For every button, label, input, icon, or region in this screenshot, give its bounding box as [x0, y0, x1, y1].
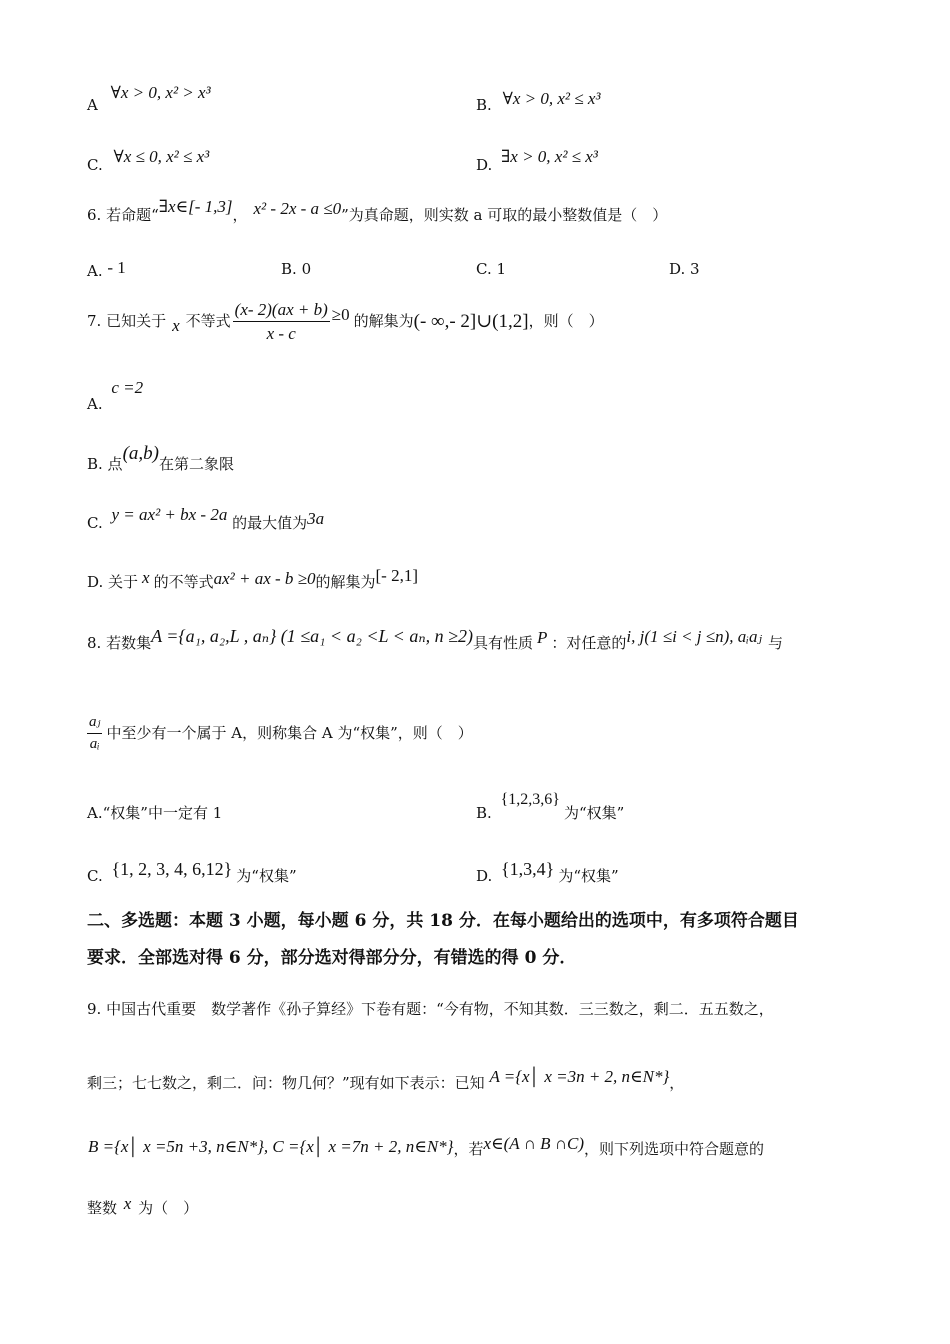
q8-option-b-label: B. [476, 804, 492, 822]
q5-option-d-label: D. [476, 156, 493, 174]
q6-math-exists: ∃x∈[- 1,3] [158, 197, 233, 216]
q5-option-d[interactable] [476, 147, 598, 174]
q9-line4 [87, 1194, 199, 1217]
q7-option-d-var: x [142, 568, 150, 587]
q5-option-a-math: ∀x > 0, x² > x³ [110, 83, 211, 102]
q7-fraction-denominator: x - c [266, 323, 296, 343]
q8-math2: i, j(1 ≤i < j ≤n), aᵢaⱼ [626, 627, 762, 646]
q8-fraction [87, 715, 102, 752]
section2-heading-line1: 二、多选题：本题 3 小题，每小题 6 分，共 18 分．在每小题给出的选项中，有多项符合题目 [87, 911, 799, 931]
q5-option-b-math: ∀x > 0, x² ≤ x³ [502, 89, 601, 108]
q6-option-a[interactable] [87, 258, 126, 280]
q6-option-d-label: D. [669, 260, 686, 278]
section2-heading-line2: 要求．全部选对得 6 分，部分选对得部分分，有错选的得 0 分． [87, 948, 577, 968]
q8-option-a-text: “权集”中一定有 1 [102, 804, 223, 822]
q8-prefix: 8. 若数集 [87, 634, 152, 652]
q7-ineq: ≥0 [331, 304, 350, 324]
q7-fraction [233, 301, 330, 342]
q9-set-bc: B ={x│ x =5n +3, n∈N*}, C ={x│ x =7n + 2, n∈N*} [88, 1137, 454, 1156]
q8-option-d[interactable] [476, 859, 619, 885]
q5-option-a-label: A [87, 96, 98, 114]
q5-option-c-math: ∀x ≤ 0, x² ≤ x³ [113, 147, 210, 166]
q7-text1: 不等式 [185, 311, 231, 330]
q7-option-c-label: C. [87, 514, 103, 532]
q7-option-a-math: c =2 [111, 378, 144, 397]
q8-fraction-denominator: aᵢ [89, 735, 100, 752]
q9-line3-text2: ，则下列选项中符合题意的 [584, 1140, 765, 1158]
q7-var-x: x [172, 315, 180, 335]
q8-option-b-text: 为“权集” [563, 804, 625, 822]
q7-option-c[interactable] [87, 505, 325, 532]
q9-condition: x∈(A ∩ B ∩C) [483, 1134, 585, 1153]
q9-var-x: x [123, 1194, 132, 1213]
q9-line3-text1: ，若 [453, 1140, 484, 1158]
q6-prefix: 6. 若命题“ [87, 206, 159, 224]
q5-option-b-label: B. [476, 96, 492, 114]
q6-suffix: ”为真命题，则实数 a 可取的最小整数值是（ ） [341, 206, 668, 224]
q7-prefix: 7. 已知关于 [87, 311, 167, 330]
q7-solution-set: (- ∞,- 2]∪(1,2] [413, 310, 529, 332]
q7-option-b-math: (a,b) [122, 443, 159, 464]
q6-comma: ， [232, 206, 248, 224]
q6-option-d-value: 3 [690, 260, 700, 278]
q6-option-a-value: - 1 [107, 258, 126, 277]
q6-option-a-label: A. [87, 262, 103, 280]
q7-option-d-label: D. 关于 [87, 573, 139, 591]
q8-option-b[interactable] [476, 791, 625, 822]
q5-option-c[interactable] [87, 147, 210, 174]
q8-text1: 具有性质 [472, 634, 533, 652]
q8-option-d-math: {1,3,4} [501, 859, 555, 879]
q8-text2: ：对任意的 [551, 634, 627, 652]
q6-math-ineq: x² - 2x - a ≤0 [253, 199, 342, 218]
q7-option-b-text: 在第二象限 [158, 455, 234, 473]
q8-option-c[interactable] [87, 859, 297, 885]
q7-option-c-text: 的最大值为 [232, 514, 308, 532]
q7-fraction-numerator: (x- 2)(ax + b) [233, 301, 330, 322]
q9-line2-end: ， [669, 1074, 685, 1092]
q6-option-c[interactable] [476, 262, 506, 277]
q7-option-d-math2: [- 2,1] [375, 566, 418, 585]
q8-text4: 中至少有一个属于 A，则称集合 A 为“权集”，则（ ） [106, 723, 473, 742]
q5-option-c-label: C. [87, 156, 103, 174]
q9-set-a: A ={x│ x =3n + 2, n∈N*} [489, 1067, 670, 1086]
q8-option-d-label: D. [476, 867, 493, 885]
q7-stem [87, 294, 604, 348]
q7-option-d-text1: 的不等式 [153, 573, 214, 591]
q7-option-a-label: A. [87, 395, 103, 413]
q9-line3 [88, 1134, 765, 1158]
q7-option-a[interactable] [87, 378, 144, 413]
q8-option-b-math: {1,2,3,6} [500, 791, 560, 808]
q9-line2 [87, 1067, 685, 1092]
q7-option-b-label: B. 点 [87, 455, 123, 473]
q8-property: P [537, 628, 548, 647]
q6-option-c-label: C. [476, 260, 492, 278]
q9-line4-text2: 为（ ） [138, 1199, 199, 1217]
q8-text3: 与 [767, 634, 783, 652]
q9-line1: 9. 中国古代重要 数学著作《孙子算经》下卷有题：“今有物，不知其数．三三数之，剩二．五五数之， [87, 1000, 774, 1018]
q7-option-d-math: ax² + ax - b ≥0 [213, 569, 316, 588]
q8-option-a-label: A. [87, 804, 103, 822]
q6-option-b[interactable] [281, 262, 311, 277]
q6-option-b-label: B. [281, 260, 297, 278]
q8-set-math: A ={a₁, a₂,L , aₙ} (1 ≤a₁ < a₂ <L < aₙ, n ≥2) [151, 626, 473, 646]
q8-option-a[interactable] [87, 806, 222, 821]
q8-fraction-numerator: aⱼ [87, 715, 102, 734]
q5-option-b[interactable] [476, 89, 601, 114]
q7-option-c-math: y = ax² + bx - 2a [111, 505, 228, 524]
q5-option-d-math: ∃x > 0, x² ≤ x³ [501, 147, 598, 166]
q8-option-c-math: {1, 2, 3, 4, 6,12} [111, 859, 233, 879]
q8-stem-line1 [87, 626, 783, 652]
q9-line4-text1: 整数 [87, 1199, 118, 1217]
q6-option-d[interactable] [669, 262, 700, 277]
q8-stem-line2 [87, 706, 473, 760]
q7-option-d-text2: 的解集为 [315, 573, 376, 591]
q6-option-c-value: 1 [496, 260, 507, 278]
q7-text2: 的解集为 [353, 311, 414, 330]
q7-text3: ，则（ ） [528, 311, 604, 330]
q6-stem [87, 197, 668, 224]
q7-option-b[interactable] [87, 443, 234, 473]
q8-option-c-label: C. [87, 867, 103, 885]
q8-option-d-text: 为“权集” [558, 867, 619, 885]
q5-option-a[interactable] [87, 83, 211, 114]
q8-option-c-text: 为“权集” [236, 867, 297, 885]
q6-option-b-value: 0 [301, 260, 312, 278]
q7-option-d[interactable] [87, 566, 418, 591]
q7-option-c-math2: 3a [307, 509, 325, 528]
q9-line2-text: 剩三；七七数之，剩二．问：物几何？”现有如下表示：已知 [87, 1074, 485, 1092]
